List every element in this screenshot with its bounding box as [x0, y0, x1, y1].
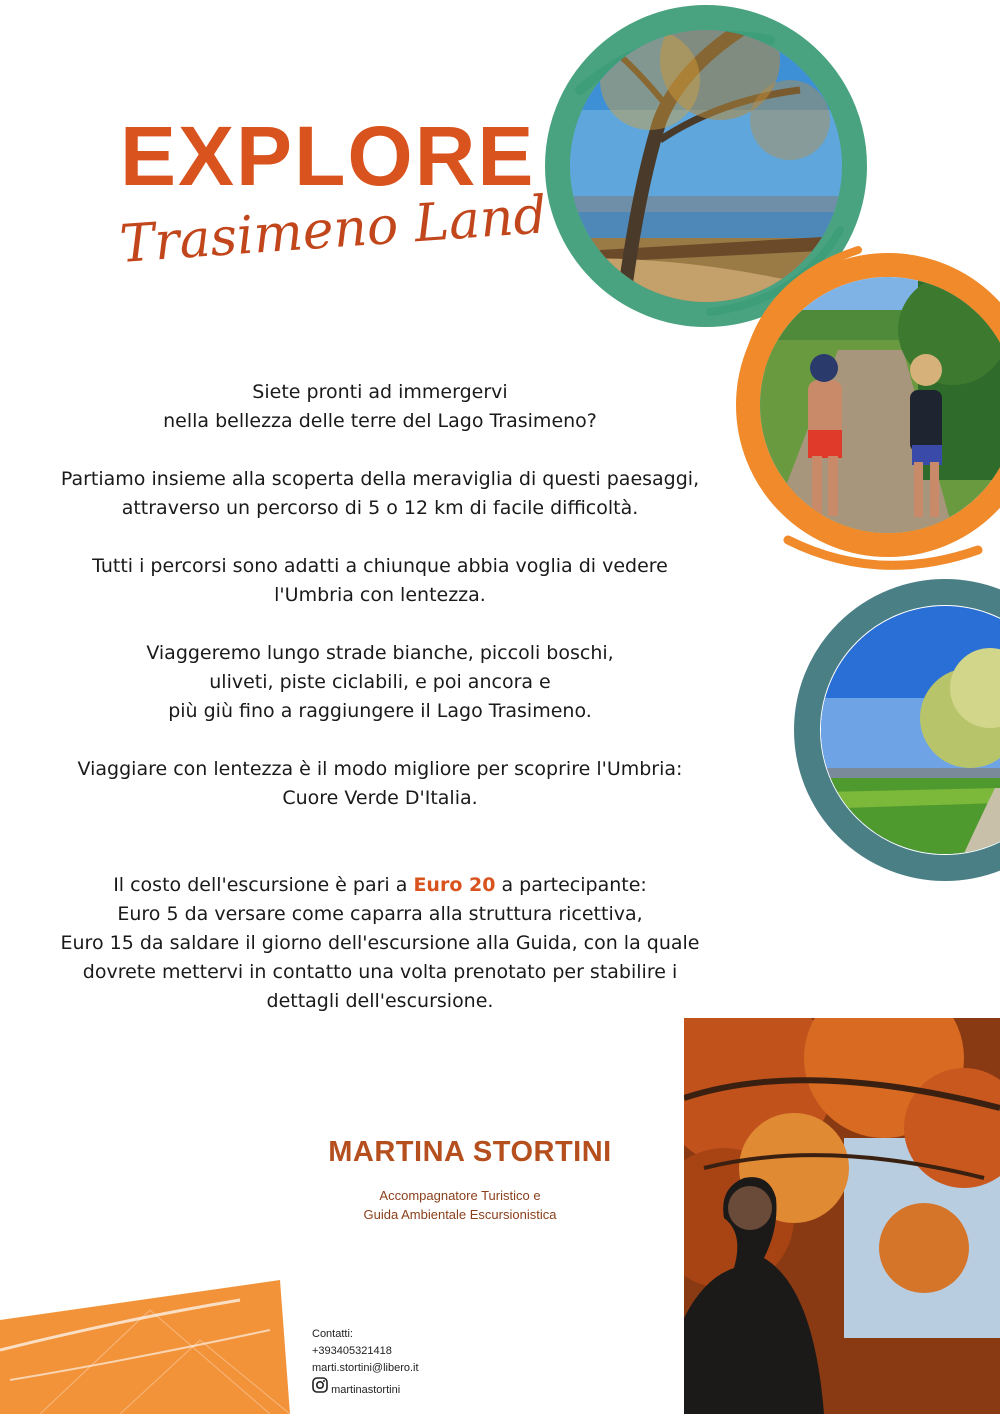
- text-line: Partiamo insieme alla scoperta della meraviglia di questi paesaggi,: [60, 468, 700, 490]
- text-line: dettagli dell'escursione.: [266, 990, 494, 1012]
- cost-paragraph: [40, 871, 720, 1016]
- intro-paragraph: [40, 378, 720, 436]
- text-line: dovrete mettervi in contatto una volta prenotato per stabilire i: [82, 961, 678, 983]
- text-line: Siete pronti ad immergervi: [252, 381, 508, 403]
- photo-guide-portrait: [684, 1018, 1000, 1414]
- text-line: Tutti i percorsi sono adatti a chiunque abbia voglia di vedere: [92, 555, 668, 577]
- text-line: l'Umbria con lentezza.: [274, 584, 486, 606]
- photo-children-walking: [728, 240, 1000, 585]
- guide-name: MARTINA STORTINI: [328, 1136, 612, 1168]
- route-paragraph: [40, 465, 720, 523]
- cost-line: [40, 871, 720, 900]
- instagram-row[interactable]: [312, 1377, 612, 1399]
- text-line: più giù fino a raggiungere il Lago Trasimeno.: [168, 700, 592, 722]
- title-script: Trasimeno Land: [117, 185, 549, 275]
- text-line: uliveti, piste ciclabili, e poi ancora e: [209, 671, 551, 693]
- role-line: Guida Ambientale Escursionistica: [363, 1207, 557, 1222]
- contact-instagram: martinastortini: [331, 1384, 401, 1396]
- photo-green-field: [780, 578, 1000, 884]
- text-line: Cuore Verde D'Italia.: [282, 787, 478, 809]
- role-line: Accompagnatore Turistico e: [379, 1188, 541, 1203]
- instagram-icon: [312, 1377, 328, 1393]
- contacts-label: Contatti:: [312, 1328, 353, 1340]
- cost-suffix: a partecipante:: [495, 874, 647, 896]
- text-line: Euro 15 da saldare il giorno dell'escursione alla Guida, con la quale: [60, 932, 700, 954]
- text-line: Viaggiare con lentezza è il modo migliore per scoprire l'Umbria:: [77, 758, 683, 780]
- contact-email[interactable]: marti.stortini@libero.it: [312, 1362, 419, 1374]
- contact-phone[interactable]: +393405321418: [312, 1345, 392, 1357]
- cost-prefix: Il costo dell'escursione è pari a: [113, 874, 414, 896]
- text-line: nella bellezza delle terre del Lago Trasimeno?: [163, 410, 597, 432]
- decorative-brush-strokes: [0, 1280, 290, 1414]
- text-line: Viaggeremo lungo strade bianche, piccoli boschi,: [146, 642, 614, 664]
- text-line: attraverso un percorso di 5 o 12 km di facile difficoltà.: [121, 497, 639, 519]
- slow-travel-paragraph: [40, 755, 720, 813]
- contacts-block: [312, 1326, 612, 1399]
- description-text: [40, 378, 720, 1045]
- guide-role: [300, 1186, 620, 1224]
- text-line: Euro 5 da versare come caparra alla struttura ricettiva,: [117, 903, 643, 925]
- price-highlight: Euro 20: [413, 874, 496, 896]
- itinerary-paragraph: [40, 639, 720, 726]
- audience-paragraph: [40, 552, 720, 610]
- title-explore: EXPLORE: [120, 109, 536, 203]
